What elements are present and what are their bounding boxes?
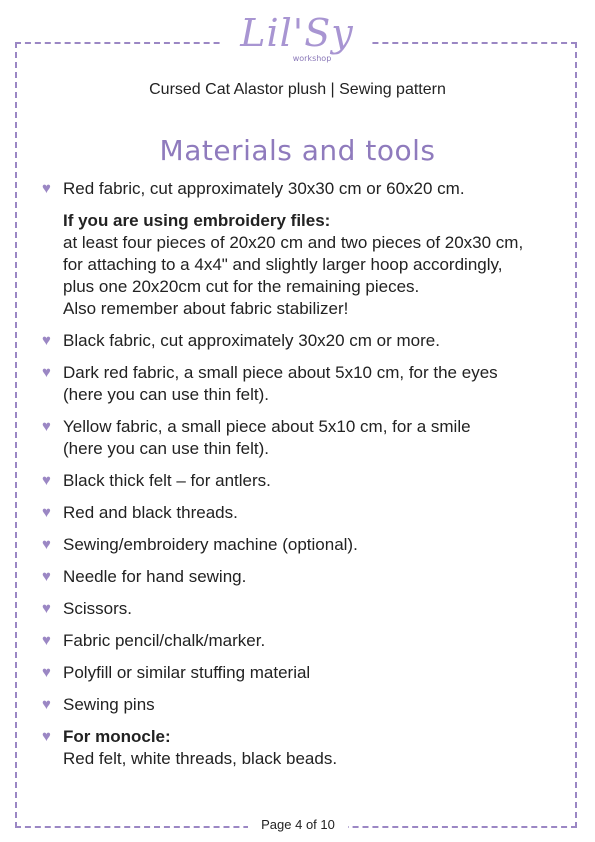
heart-icon: ♥ (42, 364, 51, 381)
document-subtitle: Cursed Cat Alastor plush | Sewing pattern (149, 81, 446, 98)
list-item (42, 662, 562, 684)
heart-icon: ♥ (42, 536, 51, 553)
list-item (42, 416, 562, 460)
item-line: Also remember about fabric stabilizer! (63, 299, 349, 318)
item-text: Black thick felt – for antlers. (63, 471, 271, 490)
heart-icon: ♥ (42, 504, 51, 521)
item-text: Fabric pencil/chalk/marker. (63, 631, 266, 650)
list-item (42, 362, 562, 406)
heart-icon: ♥ (42, 568, 51, 585)
item-bold-text: For monocle: (63, 727, 171, 746)
page-number: Page 4 of 10 (248, 814, 348, 836)
item-line: at least four pieces of 20x20 cm and two pieces of 20x30 cm, (63, 233, 524, 252)
item-line: Dark red fabric, a small piece about 5x10 cm, for the eyes (63, 363, 498, 382)
item-bold-text: If you are using embroidery files: (63, 211, 331, 230)
logo-text: Lil'Sy (240, 11, 354, 55)
item-text: Red and black threads. (63, 503, 238, 522)
heart-icon: ♥ (42, 728, 51, 745)
heart-icon: ♥ (42, 664, 51, 681)
logo-subtext: workshop (292, 54, 332, 63)
item-line: Red felt, white threads, black beads. (63, 749, 338, 768)
item-line: (here you can use thin felt). (63, 439, 270, 458)
list-item (42, 470, 562, 492)
item-text: Scissors. (63, 599, 132, 618)
materials-list (42, 178, 562, 770)
list-item (42, 502, 562, 524)
item-line: (here you can use thin felt). (63, 385, 270, 404)
list-item (42, 178, 562, 200)
list-item (42, 566, 562, 588)
list-item-embroidery (42, 210, 562, 320)
list-item (42, 330, 562, 352)
heart-icon: ♥ (42, 472, 51, 489)
section-heading: Materials and tools (159, 134, 436, 167)
item-text: Red fabric, cut approximately 30x30 cm or 60x20 cm. (63, 179, 465, 198)
logo (222, 10, 372, 70)
item-text: Sewing/embroidery machine (optional). (63, 535, 358, 554)
heart-icon: ♥ (42, 332, 51, 349)
heart-icon: ♥ (42, 418, 51, 435)
list-item (42, 694, 562, 716)
list-item (42, 630, 562, 652)
heart-icon: ♥ (42, 600, 51, 617)
item-line: Yellow fabric, a small piece about 5x10 cm, for a smile (63, 417, 471, 436)
item-text: Needle for hand sewing. (63, 567, 247, 586)
list-item-monocle (42, 726, 562, 770)
item-line: for attaching to a 4x4" and slightly larger hoop accordingly, (63, 255, 503, 274)
item-line: plus one 20x20cm cut for the remaining pieces. (63, 277, 420, 296)
item-text: Sewing pins (63, 695, 155, 714)
heart-icon: ♥ (42, 696, 51, 713)
item-text: Black fabric, cut approximately 30x20 cm or more. (63, 331, 440, 350)
list-item (42, 534, 562, 556)
heart-icon: ♥ (42, 632, 51, 649)
list-item (42, 598, 562, 620)
item-text: Polyfill or similar stuffing material (63, 663, 311, 682)
heart-icon: ♥ (42, 180, 51, 197)
